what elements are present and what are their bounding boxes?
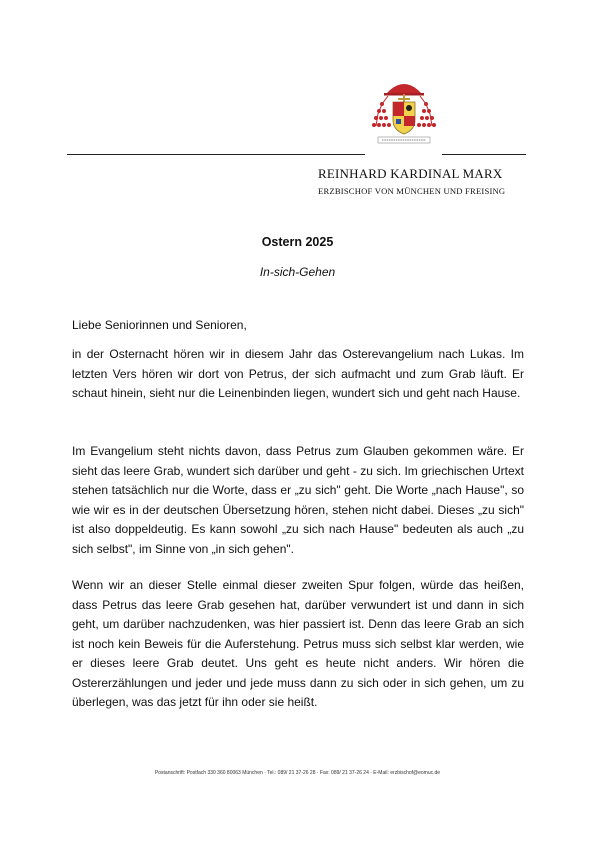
paragraph-2: Im Evangelium steht nichts davon, dass Petrus zum Glauben gekommen wäre. Er sieht das leere Grab, wundert sich darüber und geht - zu sich. Im griechischen Urtext stehen tatsächlich nur die Worte, dass er „zu sich" geht. Die Worte „nach Hause", so wie wir es in der deutschen Übersetzung hören, stehen nicht dabei. Dieses „zu sich" ist also doppeldeutig. Es kann sowohl „zu sich nach Hause" bedeuten als auch „zu sich selbst", im Sinne von „in sich gehen". <box>72 444 524 556</box>
document-title: Ostern 2025 <box>261 235 334 249</box>
letterhead-rule-left <box>67 154 365 155</box>
greeting: Liebe Seniorinnen und Senioren, <box>72 318 247 332</box>
paragraph-1: in der Osternacht hören wir in diesem Jahr das Osterevangelium nach Lukas. Im letzten Vers hören wir dort von Petrus, der sich aufmacht und zum Grab läuft. Er schaut hinein, sieht nur die Leinenbinden liegen, wundert sich und geht nach Hause. <box>72 347 524 400</box>
letterhead-rule-right <box>442 154 526 155</box>
letterhead-subtitle: ERZBISCHOF VON MÜNCHEN UND FREISING <box>318 186 506 196</box>
coat-of-arms-icon <box>368 76 440 148</box>
footer-address: Postanschrift: Postfach 330 360 80063 München · Tel.: 089/ 21 37-26 28 · Fax: 089/ 21 37-26 24 · E-Mail: erzbischof@eomuc.de <box>154 770 441 776</box>
paragraph-3: Wenn wir an dieser Stelle einmal dieser zweiten Spur folgen, würde das heißen, dass Petrus das leere Grab gesehen hat, darüber verwundert ist und dann in sich geht, um darüber nachzudenken, was hier passiert ist. Denn das leere Grab an sich ist noch kein Beweis für die Auferstehung. Petrus muss sich selbst klar werden, wie er dieses leere Grab deutet. Uns geht es heute nicht anders. Wir hören die Ostererzählungen und jeder und jede muss dann zu sich oder in sich gehen, um zu überlegen, was das jetzt für ihn oder sie heißt. <box>72 578 524 709</box>
document-motto: In-sich-Gehen <box>259 265 336 279</box>
letterhead-name: REINHARD KARDINAL MARX <box>318 166 503 181</box>
